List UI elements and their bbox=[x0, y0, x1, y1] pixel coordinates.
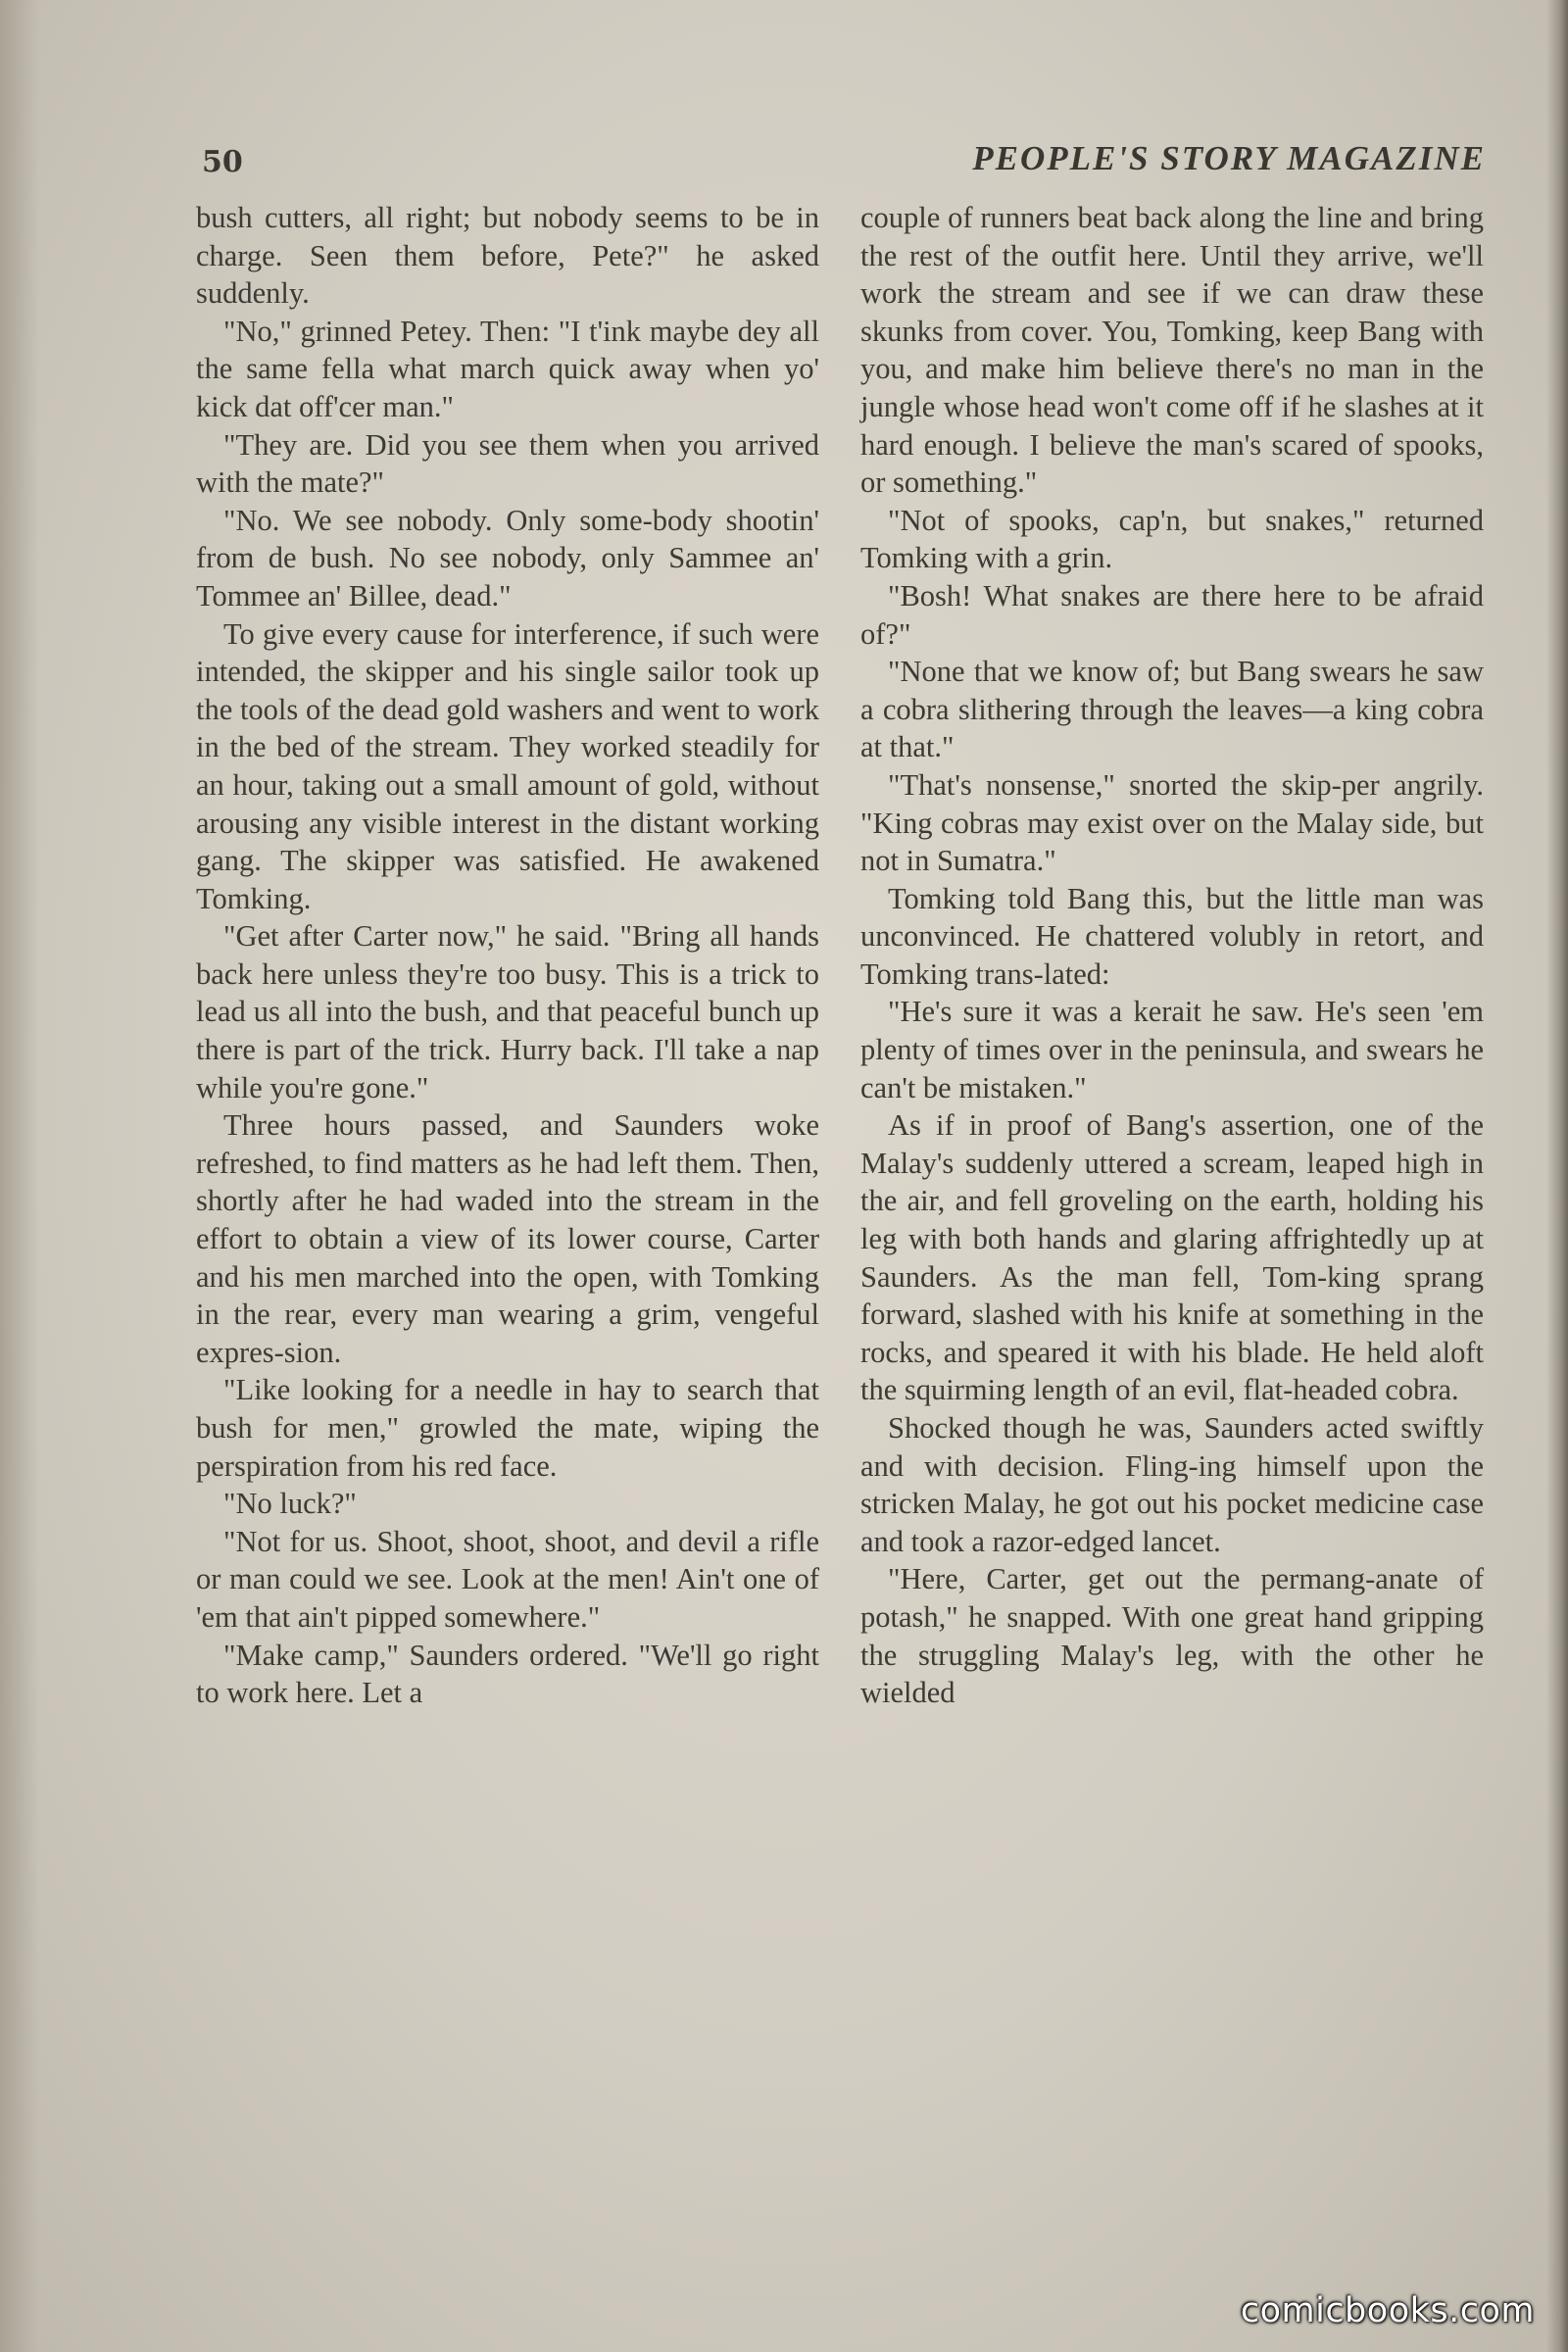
paragraph: To give every cause for interference, if such were intended, the skipper and his single sailor took up the tools of the dead gold washers and went to work in the bed of the stream. They worked steadily for an hour, taking out a small amount of gold, without arousing any visible interest in the distant working gang. The skipper was satisfied. He awakened Tomking. bbox=[196, 616, 819, 915]
page-edge-shadow-right bbox=[1546, 0, 1568, 2352]
paragraph: Tomking told Bang this, but the little man was unconvinced. He chattered volubly in retort, and Tomking trans-lated: bbox=[860, 881, 1484, 991]
paragraph: bush cutters, all right; but nobody seems to be in charge. Seen them before, Pete?" he asked suddenly. bbox=[196, 201, 819, 311]
paragraph: "No. We see nobody. Only some-body shootin' from de bush. No see nobody, only Sammee an' Tommee an' Billee, dead." bbox=[196, 503, 819, 612]
paragraph: "Get after Carter now," he said. "Bring all hands back here unless they're too busy. This is a trick to lead us all into the bush, and that peaceful bunch up there is part of the trick. Hurry back. I'll take a nap while you're gone." bbox=[196, 919, 819, 1104]
running-title: PEOPLE'S STORY MAGAZINE bbox=[972, 139, 1486, 177]
paragraph: "They are. Did you see them when you arrived with the mate?" bbox=[196, 427, 819, 500]
paragraph: "He's sure it was a kerait he saw. He's seen 'em plenty of times over in the peninsula, and swears he can't be mistaken." bbox=[860, 995, 1484, 1104]
paragraph: "Here, Carter, get out the permang-anate of potash," he snapped. With one great hand gripping the struggling Malay's leg, with the other he wielded bbox=[860, 1562, 1484, 1710]
paragraph: "Not of spooks, cap'n, but snakes," returned Tomking with a grin. bbox=[860, 503, 1484, 575]
paragraph: "Make camp," Saunders ordered. "We'll go right to work here. Let a bbox=[196, 1638, 819, 1710]
site-watermark: comicbooks.com bbox=[1240, 2291, 1535, 2330]
paragraph: "Like looking for a needle in hay to search that bush for men," growled the mate, wiping the perspiration from his red face. bbox=[196, 1373, 819, 1483]
paragraph: "That's nonsense," snorted the skip-per angrily. "King cobras may exist over on the Malay side, but not in Sumatra." bbox=[860, 767, 1484, 878]
page-number: 50 bbox=[202, 145, 243, 179]
paragraph: "No," grinned Petey. Then: "I t'ink maybe dey all the same fella what march quick away when yo' kick dat off'cer man." bbox=[196, 314, 819, 423]
paragraph: couple of runners beat back along the line and bring the rest of the outfit here. Until they arrive, we'll work the stream and see if we can draw these skunks from cover. You, Tomking, keep Bang with you, and make him believe there's no man in the jungle whose head won't come off if he slashes at it hard enough. I believe the man's scared of spooks, or something." bbox=[860, 201, 1484, 500]
paragraph: "No luck?" bbox=[223, 1487, 357, 1521]
paragraph: As if in proof of Bang's assertion, one of the Malay's suddenly uttered a scream, leaped high in the air, and fell groveling on the earth, holding his leg with both hands and glaring affrightedly up at Saunders. As the man fell, Tom-king sprang forward, slashed with his knife at something in the rocks, and speared it with his blade. He held aloft the squirming length of an evil, flat-headed cobra. bbox=[860, 1108, 1484, 1407]
page-edge-shadow-left bbox=[0, 0, 39, 2352]
paragraph: "Not for us. Shoot, shoot, shoot, and devil a rifle or man could we see. Look at the men! Ain't one of 'em that ain't pipped somewhere." bbox=[196, 1524, 819, 1634]
left-text-column bbox=[196, 199, 819, 1712]
right-text-column bbox=[860, 199, 1484, 1712]
paragraph: "None that we know of; but Bang swears he saw a cobra slithering through the leaves—a king cobra at that." bbox=[860, 655, 1484, 764]
paragraph: "Bosh! What snakes are there here to be afraid of?" bbox=[860, 578, 1484, 651]
paragraph: Shocked though he was, Saunders acted swiftly and with decision. Fling-ing himself upon the stricken Malay, he got out his pocket medicine case and took a razor-edged lancet. bbox=[860, 1411, 1484, 1558]
paragraph: Three hours passed, and Saunders woke refreshed, to find matters as he had left them. Then, shortly after he had waded into the stream in the effort to obtain a view of its lower course, Carter and his men marched into the open, with Tomking in the rear, every man wearing a grim, vengeful expres-sion. bbox=[196, 1108, 819, 1369]
